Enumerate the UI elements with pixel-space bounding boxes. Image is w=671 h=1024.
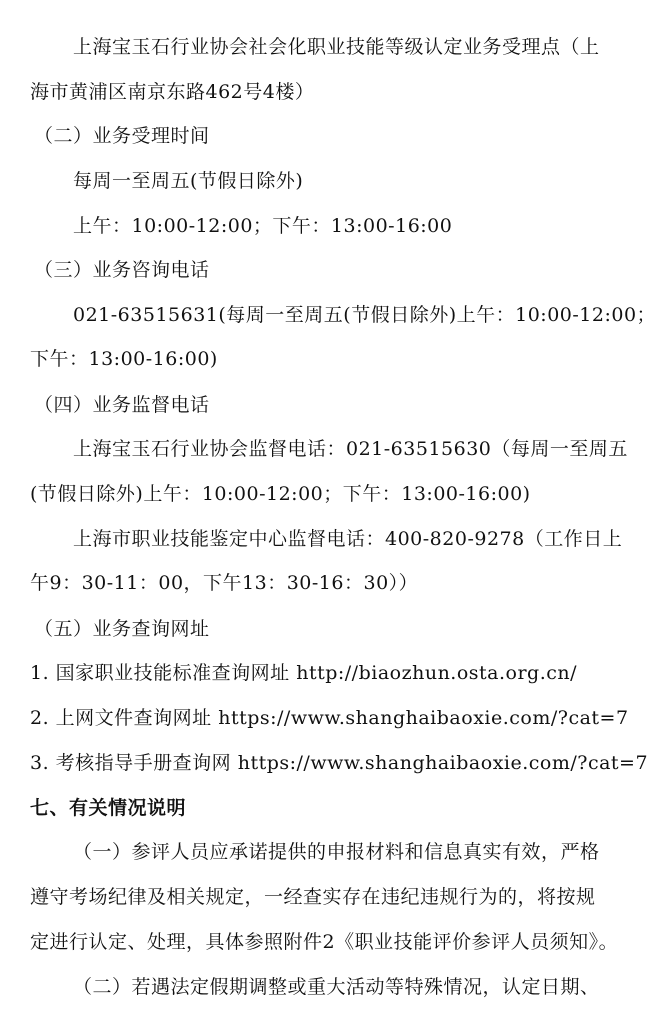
- section-heading-supervision-phone: （四）业务监督电话: [34, 394, 210, 416]
- paragraph-acceptance-point-line2: 海市黄浦区南京东路462号4楼）: [30, 81, 315, 103]
- section-heading-consult-phone: （三）业务咨询电话: [34, 259, 210, 281]
- consult-phone-line2: 下午：13:00-16:00): [30, 348, 218, 370]
- business-hours-times: 上午：10:00-12:00；下午：13:00-16:00: [73, 215, 453, 237]
- note-1-line1: （一）参评人员应承诺提供的申报材料和信息真实有效，严格: [73, 841, 600, 863]
- note-1-line3: 定进行认定、处理，具体参照附件2《职业技能评价参评人员须知》。: [30, 931, 619, 953]
- query-url-item-3: 3. 考核指导手册查询网 https://www.shanghaibaoxie.com/?cat=7: [30, 752, 649, 774]
- paragraph-acceptance-point-line1: 上海宝玉石行业协会社会化职业技能等级认定业务受理点（上: [73, 36, 600, 58]
- section-heading-notes: 七、有关情况说明: [30, 797, 187, 819]
- supervision-phone-line2: (节假日除外)上午：10:00-12:00；下午：13:00-16:00): [30, 483, 531, 505]
- business-hours-days: 每周一至周五(节假日除外): [73, 170, 304, 192]
- supervision-phone-line4: 午9：30-11：00，下午13：30-16：30））: [30, 572, 419, 594]
- note-1-line2: 遵守考场纪律及相关规定，一经查实存在违纪违规行为的，将按规: [30, 886, 596, 908]
- query-url-item-1: 1. 国家职业技能标准查询网址 http://biaozhun.osta.org.cn/: [30, 662, 578, 684]
- query-url-item-2: 2. 上网文件查询网址 https://www.shanghaibaoxie.com/?cat=7: [30, 707, 629, 729]
- supervision-phone-line1: 上海宝玉石行业协会监督电话：021-63515630（每周一至周五: [73, 438, 628, 460]
- section-heading-business-hours: （二）业务受理时间: [34, 125, 210, 147]
- section-heading-query-urls: （五）业务查询网址: [34, 618, 210, 640]
- supervision-phone-line3: 上海市职业技能鉴定中心监督电话：400-820-9278（工作日上: [73, 528, 623, 550]
- note-2-line1: （二）若遇法定假期调整或重大活动等特殊情况，认定日期、: [73, 976, 600, 998]
- consult-phone-line1: 021-63515631(每周一至周五(节假日除外)上午：10:00-12:00；: [73, 304, 657, 326]
